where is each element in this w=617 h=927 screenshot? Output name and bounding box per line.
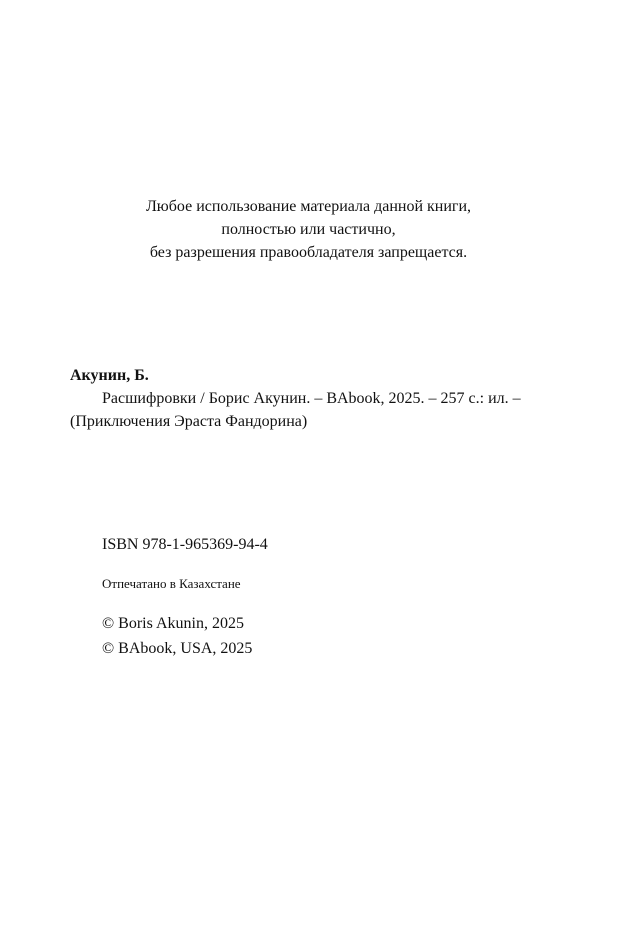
copyright-lines (102, 611, 252, 661)
series-title: (Приключения Эраста Фандорина) (70, 413, 308, 430)
bibliographic-record (70, 364, 570, 433)
copyright-author: © Boris Akunin, 2025 (102, 615, 244, 632)
copyright-publisher: © BAbook, USA, 2025 (102, 640, 253, 657)
rights-notice-line-2: полностью или частично, (221, 221, 396, 238)
rights-notice-line-3: без разрешения правообладателя запрещается. (149, 244, 468, 261)
author-heading: Акунин, Б. (70, 367, 149, 384)
printed-in: Отпечатано в Казахстане (102, 576, 241, 591)
bibliographic-entry: Расшифровки / Борис Акунин. – BAbook, 2025. – 257 с.: ил. – (102, 390, 521, 407)
rights-notice (0, 195, 617, 264)
isbn: ISBN 978-1-965369-94-4 (102, 536, 268, 553)
rights-notice-line-1: Любое использование материала данной книги, (145, 198, 472, 215)
